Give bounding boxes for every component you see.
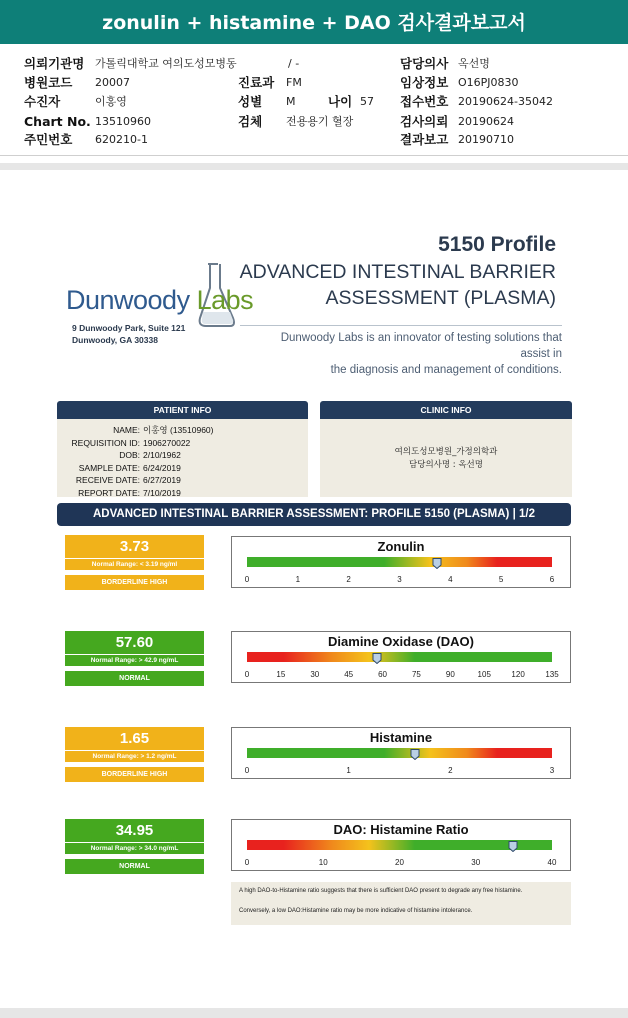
lab-address xyxy=(72,322,185,346)
tagline-line: the diagnosis and management of conditions. xyxy=(330,364,562,376)
field-label: 결과보고 xyxy=(400,132,449,147)
gauge-bar xyxy=(247,748,552,758)
gauge-tick-label: 10 xyxy=(318,858,328,867)
field-value: 전용용기 혈장 xyxy=(286,115,354,128)
field-label: 성별 xyxy=(238,94,263,109)
field-label: Chart No. xyxy=(24,114,91,129)
result-value: 34.95 xyxy=(65,819,204,842)
field-value: 20007 xyxy=(95,76,130,89)
result-value: 3.73 xyxy=(65,535,204,558)
divider xyxy=(240,325,562,326)
note-line: A high DAO-to-Histamine ratio suggests that there is sufficient DAO present to degrade any free histamine. xyxy=(239,888,523,894)
result-summary xyxy=(65,727,204,782)
field-value: 20190624 xyxy=(458,115,514,128)
report-meta xyxy=(0,44,628,156)
gauge-tick-label: 120 xyxy=(511,670,525,679)
gauge-marker-icon xyxy=(410,745,419,756)
gauge-tick-label: 6 xyxy=(549,575,555,584)
gauge-tick-label: 3 xyxy=(549,766,555,775)
field-label: 진료과 xyxy=(238,75,275,90)
lab-logo xyxy=(66,285,253,316)
result-normal-range: Normal Range: > 1.2 ng/mL xyxy=(65,750,204,763)
gauge-title: Diamine Oxidase (DAO) xyxy=(328,634,474,649)
field-label: 병원코드 xyxy=(24,75,73,90)
gauge-marker-icon xyxy=(432,554,441,565)
field-value: 13510960 xyxy=(95,115,151,128)
gauge-tick-label: 2 xyxy=(448,766,453,775)
gauge-tick-label: 20 xyxy=(395,858,404,867)
patient-info-value: 1906270022 xyxy=(143,437,191,448)
gauge-title: Histamine xyxy=(369,730,433,745)
gauge-tick-label: 15 xyxy=(276,670,286,679)
result-gauge xyxy=(231,819,571,871)
gauge-tick-label: 0 xyxy=(244,766,250,775)
field-value: 옥선명 xyxy=(458,57,490,70)
profile-subtitle xyxy=(240,259,556,311)
patient-info-value: 7/10/2019 xyxy=(143,488,181,498)
field-value: 620210-1 xyxy=(95,133,148,146)
logo-labs: Labs xyxy=(196,285,254,315)
field-label: 수진자 xyxy=(24,94,61,109)
result-status-badge: NORMAL xyxy=(65,671,204,686)
result-summary xyxy=(65,535,204,590)
gauge-tick-label: 105 xyxy=(477,670,491,679)
gauge-marker-icon xyxy=(509,837,518,848)
gauge-tick-label: 40 xyxy=(547,858,557,867)
lab-tagline xyxy=(250,330,562,378)
note-line: Conversely, a low DAO:Histamine ratio may be more indicative of histamine intolerance. xyxy=(239,908,473,914)
result-normal-range: Normal Range: > 42.9 ng/mL xyxy=(65,654,204,667)
gauge-bar xyxy=(247,840,552,850)
result-status-badge: BORDERLINE HIGH xyxy=(65,575,204,590)
patient-info-label: REPORT DATE: xyxy=(78,488,140,498)
divider xyxy=(0,1008,628,1018)
result-summary xyxy=(65,819,204,874)
field-label: 검체 xyxy=(238,114,263,129)
field-label: 주민번호 xyxy=(24,132,73,147)
gauge-marker-icon xyxy=(373,649,382,660)
field-label: 임상정보 xyxy=(400,75,449,90)
address-line: 9 Dunwoody Park, Suite 121 xyxy=(72,323,186,333)
logo-main: Dunwoody xyxy=(66,285,190,315)
field-value: FM xyxy=(286,76,302,89)
field-value: 가톨릭대학교 여의도성모병동 xyxy=(95,57,237,70)
report-title: zonulin + histamine + DAO 검사결과보고서 xyxy=(0,0,628,44)
gauge-tick-label: 3 xyxy=(397,575,402,584)
result-normal-range: Normal Range: < 3.19 ng/ml xyxy=(65,558,204,571)
patient-info-label: SAMPLE DATE: xyxy=(78,462,140,473)
result-gauge xyxy=(231,536,571,588)
result-status-badge: BORDERLINE HIGH xyxy=(65,767,204,782)
field-value: 이홍영 xyxy=(95,95,127,108)
patient-info-label: REQUISITION ID: xyxy=(71,437,140,448)
result-normal-range: Normal Range: > 34.0 ng/mL xyxy=(65,842,204,855)
gauge-tick-label: 2 xyxy=(346,575,351,584)
field-label: 검사의뢰 xyxy=(400,114,449,129)
divider xyxy=(0,163,628,170)
clinic-name: 여의도성모병원_가정의학과 xyxy=(394,447,498,457)
gauge-title: DAO: Histamine Ratio xyxy=(333,822,469,837)
result-gauge xyxy=(231,631,571,683)
gauge-tick-label: 1 xyxy=(295,575,301,584)
gauge-tick-label: 30 xyxy=(471,858,481,867)
patient-info-heading: PATIENT INFO xyxy=(57,401,308,419)
patient-info-label: RECEIVE DATE: xyxy=(75,475,140,486)
profile-subtitle-line: ASSESSMENT (PLASMA) xyxy=(325,287,556,309)
gauge-bar xyxy=(247,652,552,662)
gauge-title: Zonulin xyxy=(377,539,425,554)
patient-info-value: 2/10/1962 xyxy=(143,450,181,461)
result-gauge xyxy=(231,727,571,779)
gauge-tick-label: 4 xyxy=(448,575,453,584)
patient-info-value: 6/27/2019 xyxy=(143,475,181,486)
gauge-tick-label: 90 xyxy=(445,670,455,679)
field-label: 의뢰기관명 xyxy=(24,56,85,71)
assessment-banner: ADVANCED INTESTINAL BARRIER ASSESSMENT: PROFILE 5150 (PLASMA) | 1/2 xyxy=(57,503,571,526)
patient-info-label: NAME: xyxy=(113,425,140,435)
gauge-tick-label: 60 xyxy=(378,670,387,679)
gauge-tick-label: 75 xyxy=(411,670,421,679)
field-value: 20190624-35042 xyxy=(458,95,553,108)
patient-info-label: DOB: xyxy=(119,450,140,461)
result-value: 1.65 xyxy=(65,727,204,750)
gauge-tick-label: 1 xyxy=(346,766,351,775)
profile-subtitle-line: ADVANCED INTESTINAL BARRIER xyxy=(239,261,556,283)
field-value: / - xyxy=(288,57,300,70)
field-value: M xyxy=(286,95,296,108)
patient-info-value: 6/24/2019 xyxy=(143,462,181,473)
gauge-tick-label: 30 xyxy=(310,670,320,679)
patient-info-value: 이홍영 (13510960) xyxy=(143,425,214,435)
address-line: Dunwoody, GA 30338 xyxy=(72,335,158,345)
profile-title: 5150 Profile xyxy=(438,233,556,256)
gauge-tick-label: 45 xyxy=(344,670,354,679)
gauge-tick-label: 0 xyxy=(244,575,250,584)
result-value: 57.60 xyxy=(65,631,204,654)
clinic-doctor: 담당의사명 : 옥선명 xyxy=(409,460,483,470)
result-status-badge: NORMAL xyxy=(65,859,204,874)
field-label: 담당의사 xyxy=(400,56,449,71)
gauge-tick-label: 5 xyxy=(498,575,504,584)
tagline-line: Dunwoody Labs is an innovator of testing solutions that assist in xyxy=(280,332,562,360)
field-value: 20190710 xyxy=(458,133,514,146)
field-label: 접수번호 xyxy=(400,94,449,109)
field-label: 나이 xyxy=(328,94,353,109)
gauge-bar xyxy=(247,557,552,567)
ratio-note xyxy=(231,882,571,925)
field-value: O16PJ0830 xyxy=(458,76,519,89)
gauge-tick-label: 0 xyxy=(244,858,250,867)
gauge-tick-label: 135 xyxy=(545,670,559,679)
result-summary xyxy=(65,631,204,686)
field-value: 57 xyxy=(360,95,374,108)
clinic-info-heading: CLINIC INFO xyxy=(320,401,572,419)
gauge-tick-label: 0 xyxy=(244,670,250,679)
